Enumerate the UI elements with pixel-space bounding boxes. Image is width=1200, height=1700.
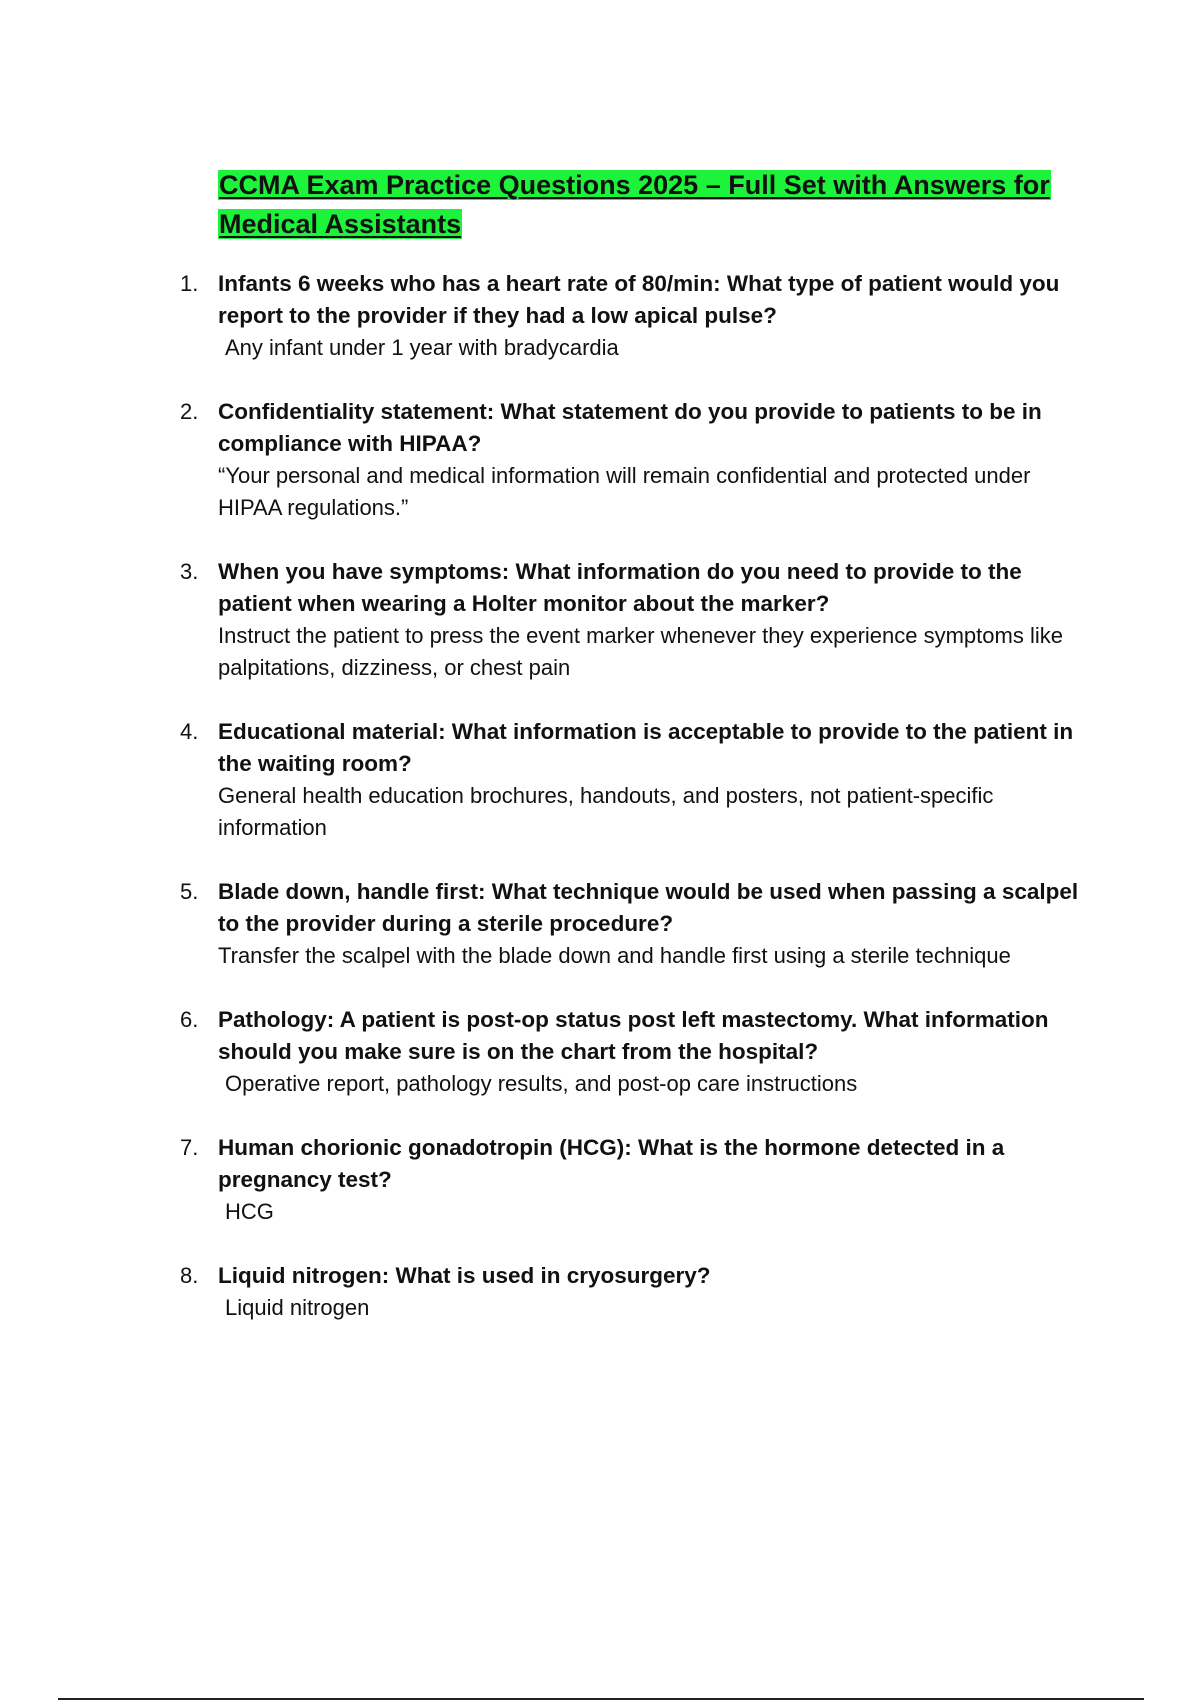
question-number: 2. [180, 399, 199, 424]
question-number: 3. [180, 559, 199, 584]
answer-text: Instruct the patient to press the event marker whenever they experience symptoms like palpitations, dizziness, or chest pain [218, 623, 1063, 680]
answer-text: Transfer the scalpel with the blade down and handle first using a sterile technique [218, 943, 1011, 968]
answer-text: Any infant under 1 year with bradycardia [225, 335, 619, 360]
document-title [218, 166, 1098, 244]
question-item-1 [178, 268, 1098, 364]
question-text: Liquid nitrogen: What is used in cryosurgery? [218, 1263, 711, 1288]
question-text: When you have symptoms: What information do you need to provide to the patient when wearing a Holter monitor about the marker? [218, 559, 1022, 616]
question-text: Blade down, handle first: What technique would be used when passing a scalpel to the provider during a sterile procedure? [218, 879, 1079, 936]
question-text: Infants 6 weeks who has a heart rate of 80/min: What type of patient would you report to the provider if they had a low apical pulse? [218, 271, 1060, 328]
question-item-3 [178, 556, 1098, 684]
answer-text: Operative report, pathology results, and post-op care instructions [225, 1071, 858, 1096]
question-text: Confidentiality statement: What statement do you provide to patients to be in compliance with HIPAA? [218, 399, 1042, 456]
question-item-5 [178, 876, 1098, 972]
answer-text: “Your personal and medical information will remain confidential and protected under HIPAA regulations.” [218, 463, 1031, 520]
question-list [178, 268, 1098, 1356]
question-item-7 [178, 1132, 1098, 1228]
question-number: 6. [180, 1007, 199, 1032]
question-text: Educational material: What information is acceptable to provide to the patient in the waiting room? [218, 719, 1074, 776]
question-number: 5. [180, 879, 199, 904]
question-text: Pathology: A patient is post-op status post left mastectomy. What information should you make sure is on the chart from the hospital? [218, 1007, 1049, 1064]
question-item-4 [178, 716, 1098, 844]
answer-text: HCG [225, 1199, 274, 1224]
question-item-2 [178, 396, 1098, 524]
question-number: 1. [180, 271, 199, 296]
question-item-6 [178, 1004, 1098, 1100]
question-number: 8. [180, 1263, 199, 1288]
answer-text: Liquid nitrogen [225, 1295, 370, 1320]
question-number: 4. [180, 719, 199, 744]
question-text: Human chorionic gonadotropin (HCG): What is the hormone detected in a pregnancy test? [218, 1135, 1005, 1192]
answer-text: General health education brochures, handouts, and posters, not patient-specific information [218, 783, 994, 840]
question-item-8 [178, 1260, 1098, 1324]
question-number: 7. [180, 1135, 199, 1160]
title-text: CCMA Exam Practice Questions 2025 – Full Set with Answers for Medical Assistants [219, 170, 1050, 239]
